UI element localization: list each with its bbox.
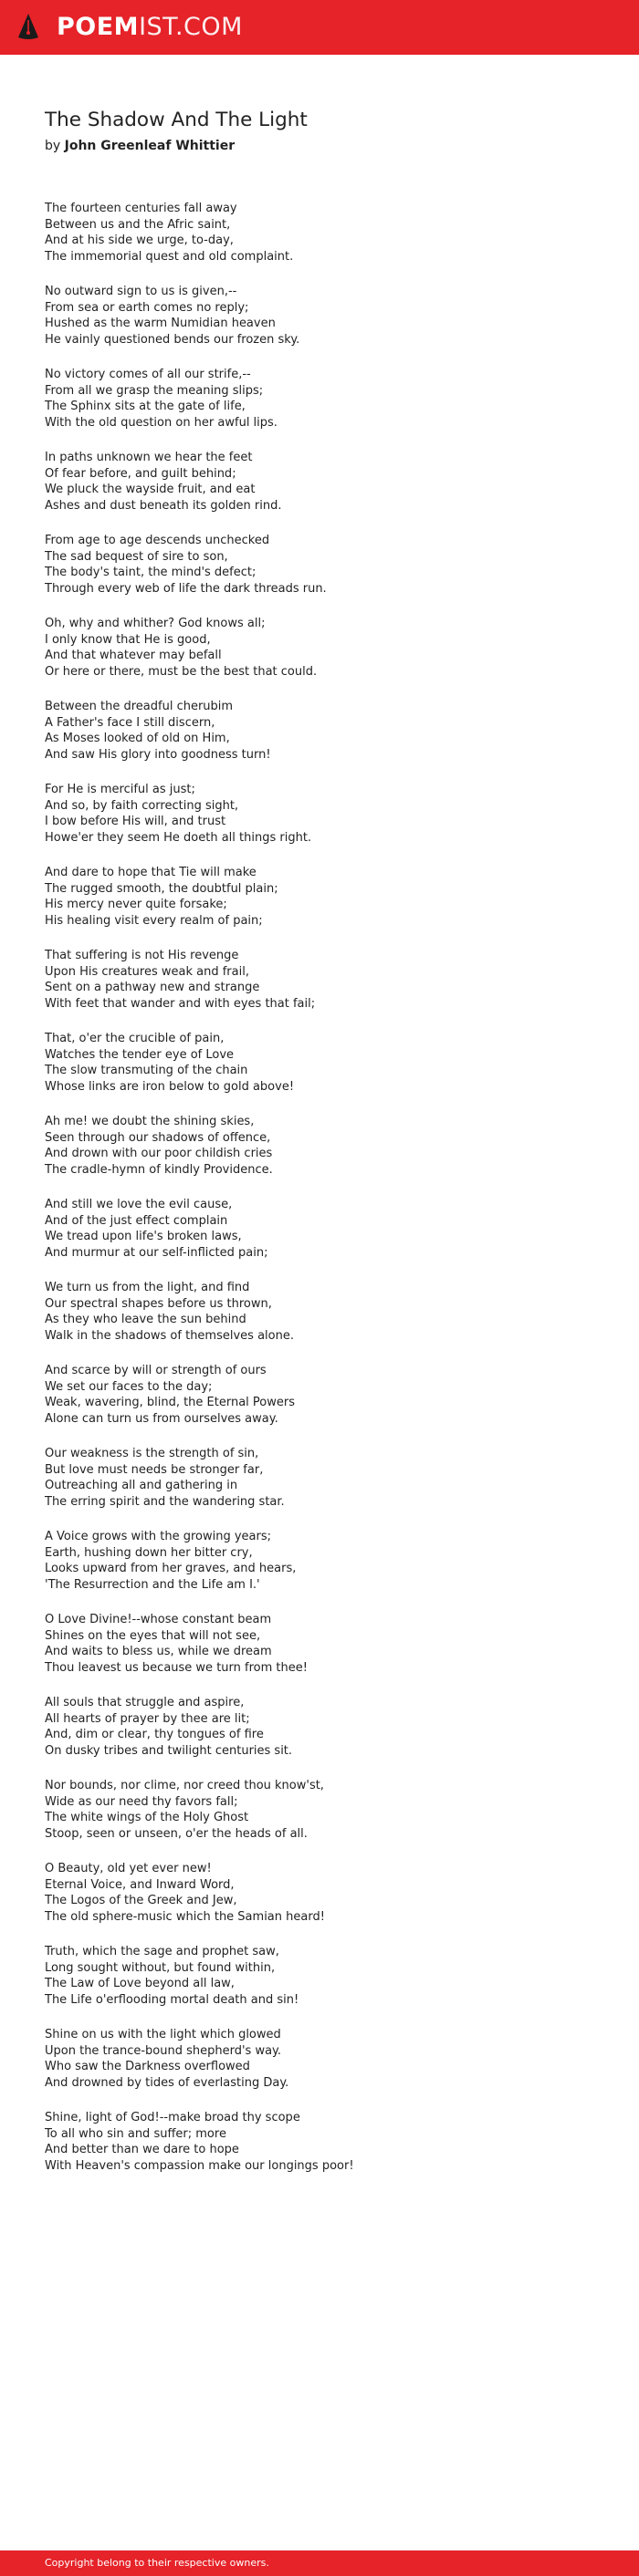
poem-line: Seen through our shadows of offence, [45, 1130, 271, 1145]
poem-line: Stoop, seen or unseen, o'er the heads of all. [45, 1826, 308, 1841]
poem-line: Long sought without, but found within, [45, 1960, 276, 1975]
poem-line: From sea or earth comes no reply; [45, 300, 249, 315]
poem-line: His healing visit every realm of pain; [45, 913, 263, 928]
stanza [45, 367, 602, 431]
stanza [45, 533, 602, 597]
top-bar [0, 0, 639, 55]
poem-line: And drown with our poor childish cries [45, 1147, 273, 1160]
poem-line: The erring spirit and the wandering star. [45, 1494, 285, 1509]
poem-line: I bow before His will, and trust [45, 815, 226, 828]
poem-line: And at his side we urge, to-day, [45, 234, 234, 247]
stanza [45, 1197, 602, 1261]
poem-line: The immemorial quest and old complaint. [45, 249, 294, 264]
poem-line: The body's taint, the mind's defect; [45, 566, 257, 579]
poem-line: Truth, which the sage and prophet saw, [45, 1945, 279, 1958]
poem-line: We tread upon life's broken laws, [45, 1230, 242, 1243]
stanza [45, 450, 602, 514]
poem-line: Shine on us with the light which glowed [45, 2028, 281, 2041]
poem-line: Upon His creatures weak and frail, [45, 964, 249, 979]
poem-line: But love must needs be stronger far, [45, 1462, 264, 1477]
stanza [45, 1944, 602, 2008]
poem-body [45, 201, 602, 2174]
poem-line: And, dim or clear, thy tongues of fire [45, 1728, 264, 1741]
poem-line: His mercy never quite forsake; [45, 898, 227, 911]
stanza [45, 1778, 602, 1842]
poem-line: Shine, light of God!--make broad thy scope [45, 2111, 300, 2124]
stanza [45, 699, 602, 763]
logo-text-light: IST.COM [139, 13, 243, 41]
poem-line: Nor bounds, nor clime, nor creed thou know'st, [45, 1779, 324, 1792]
poem-line: And better than we dare to hope [45, 2143, 239, 2156]
poem-line: Our weakness is the strength of sin, [45, 1447, 259, 1460]
poem-line: O Beauty, old yet ever new! [45, 1862, 212, 1875]
poem-line: Our spectral shapes before us thrown, [45, 1296, 272, 1311]
poem-line: That, o'er the crucible of pain, [45, 1032, 225, 1045]
poem-line: The Law of Love beyond all law, [45, 1977, 235, 1990]
poem-line: Of fear before, and guilt behind; [45, 466, 236, 481]
poem-line: Weak, wavering, blind, the Eternal Powers [45, 1396, 296, 1409]
poem-line: Walk in the shadows of themselves alone. [45, 1328, 294, 1343]
copyright-notice: Copyright belong to their respective owners. [45, 2557, 269, 2569]
poem-line: Who saw the Darkness overflowed [45, 2060, 250, 2073]
poem-line: Ashes and dust beneath its golden rind. [45, 498, 282, 513]
poem-line: And of the just effect complain [45, 1213, 228, 1228]
poem-line: And still we love the evil cause, [45, 1198, 233, 1211]
footer-bar [0, 2550, 639, 2576]
poem-line: And saw His glory into goodness turn! [45, 747, 271, 762]
poem-line: We turn us from the light, and find [45, 1281, 250, 1294]
stanza [45, 1529, 602, 1593]
poem-line: From age to age descends unchecked [45, 534, 270, 547]
poem-line: In paths unknown we hear the feet [45, 451, 253, 464]
poem-title: The Shadow And The Light [45, 109, 308, 131]
stanza [45, 1114, 602, 1178]
poem-line: And drowned by tides of everlasting Day. [45, 2075, 289, 2090]
byline [45, 136, 602, 156]
poem-line: That suffering is not His revenge [45, 949, 239, 962]
poem-line: He vainly questioned bends our frozen sky. [45, 332, 300, 347]
poem-line: We pluck the wayside fruit, and eat [45, 483, 256, 496]
stanza [45, 1861, 602, 1925]
author-name[interactable]: John Greenleaf Whittier [64, 139, 236, 153]
poem-line: As Moses looked of old on Him, [45, 732, 230, 745]
stanza [45, 948, 602, 1012]
poem-line: With Heaven's compassion make our longings poor! [45, 2158, 354, 2173]
poem-line: Howe'er they seem He doeth all things right. [45, 830, 312, 845]
poem-line: Whose links are iron below to gold above! [45, 1079, 295, 1094]
poem-line: Earth, hushing down her bitter cry, [45, 1545, 253, 1560]
poem-line: As they who leave the sun behind [45, 1313, 246, 1326]
poem-line: Through every web of life the dark threads run. [45, 581, 327, 596]
poem-line: And murmur at our self-inflicted pain; [45, 1245, 268, 1260]
poem-line: We set our faces to the day; [45, 1379, 213, 1394]
poem-line: The slow transmuting of the chain [45, 1064, 248, 1077]
stanza [45, 2027, 602, 2091]
stanza [45, 2110, 602, 2174]
poem-line: To all who sin and suffer; more [45, 2126, 226, 2141]
stanza [45, 1695, 602, 1759]
poem-line: Hushed as the warm Numidian heaven [45, 317, 276, 330]
byline-prefix: by [45, 139, 61, 153]
poem-line: Oh, why and whither? God knows all; [45, 617, 266, 630]
poem-line: The Sphinx sits at the gate of life, [45, 400, 246, 413]
poem-line: Or here or there, must be the best that could. [45, 664, 318, 679]
stanza [45, 1280, 602, 1344]
poem-line: O Love Divine!--whose constant beam [45, 1613, 272, 1626]
poem-line: The Logos of the Greek and Jew, [45, 1894, 237, 1907]
poem-line: Thou leavest us because we turn from thee! [45, 1660, 308, 1675]
site-logo[interactable] [16, 13, 243, 42]
poem-line: 'The Resurrection and the Life am I.' [45, 1577, 260, 1592]
poem-line: The cradle-hymn of kindly Providence. [45, 1162, 273, 1177]
poem-line: Outreaching all and gathering in [45, 1479, 238, 1492]
poem-line: From all we grasp the meaning slips; [45, 383, 264, 398]
poem-line: Alone can turn us from ourselves away. [45, 1411, 278, 1426]
poem-line: All hearts of prayer by thee are lit; [45, 1711, 250, 1726]
poem-line: The old sphere-music which the Samian heard! [45, 1909, 325, 1924]
stanza [45, 1031, 602, 1095]
poem-line: A Voice grows with the growing years; [45, 1530, 272, 1543]
poem-line: Ah me! we doubt the shining skies, [45, 1115, 255, 1128]
stanza [45, 201, 602, 265]
logo-text-bold: POEM [57, 13, 140, 41]
stanza [45, 782, 602, 846]
poem-line: The sad bequest of sire to son, [45, 549, 228, 564]
poem-line: A Father's face I still discern, [45, 715, 215, 730]
poem-line: Looks upward from her graves, and hears, [45, 1562, 297, 1575]
poem-line: Between us and the Afric saint, [45, 217, 231, 232]
stanza [45, 284, 602, 348]
stanza [45, 1363, 602, 1427]
poem-line: Watches the tender eye of Love [45, 1047, 235, 1062]
poem-line: The fourteen centuries fall away [45, 202, 237, 215]
stanza [45, 1446, 602, 1510]
stanza [45, 865, 602, 929]
poem-line: I only know that He is good, [45, 632, 211, 647]
poem-line: Sent on a pathway new and strange [45, 981, 260, 994]
poem-line: And waits to bless us, while we dream [45, 1645, 272, 1658]
poem-line: Eternal Voice, and Inward Word, [45, 1877, 235, 1892]
poem-line: Shines on the eyes that will not see, [45, 1628, 261, 1643]
stanza [45, 1612, 602, 1676]
poem-line: And so, by faith correcting sight, [45, 798, 239, 813]
poem-content [45, 105, 602, 2193]
poem-line: And scarce by will or strength of ours [45, 1364, 267, 1377]
poem-line: No outward sign to us is given,-- [45, 285, 237, 298]
poem-line: Wide as our need thy favors fall; [45, 1794, 238, 1809]
poem-line: With feet that wander and with eyes that fail; [45, 996, 316, 1011]
poem-line: With the old question on her awful lips. [45, 415, 278, 430]
poem-line: And that whatever may befall [45, 649, 222, 662]
logo-wordmark [57, 13, 243, 42]
poem-line: On dusky tribes and twilight centuries sit. [45, 1743, 293, 1758]
stanza [45, 616, 602, 680]
poem-line: Upon the trance-bound shepherd's way. [45, 2043, 282, 2058]
poem-line: For He is merciful as just; [45, 783, 195, 796]
poem-line: Between the dreadful cherubim [45, 700, 234, 713]
poem-line: And dare to hope that Tie will make [45, 866, 257, 879]
poem-line: The white wings of the Holy Ghost [45, 1811, 249, 1824]
poem-line: The Life o'erflooding mortal death and sin! [45, 1992, 299, 2007]
poem-line: The rugged smooth, the doubtful plain; [45, 881, 278, 896]
quill-pen-icon [16, 13, 40, 42]
poem-line: All souls that struggle and aspire, [45, 1696, 245, 1709]
poem-line: No victory comes of all our strife,-- [45, 368, 251, 381]
